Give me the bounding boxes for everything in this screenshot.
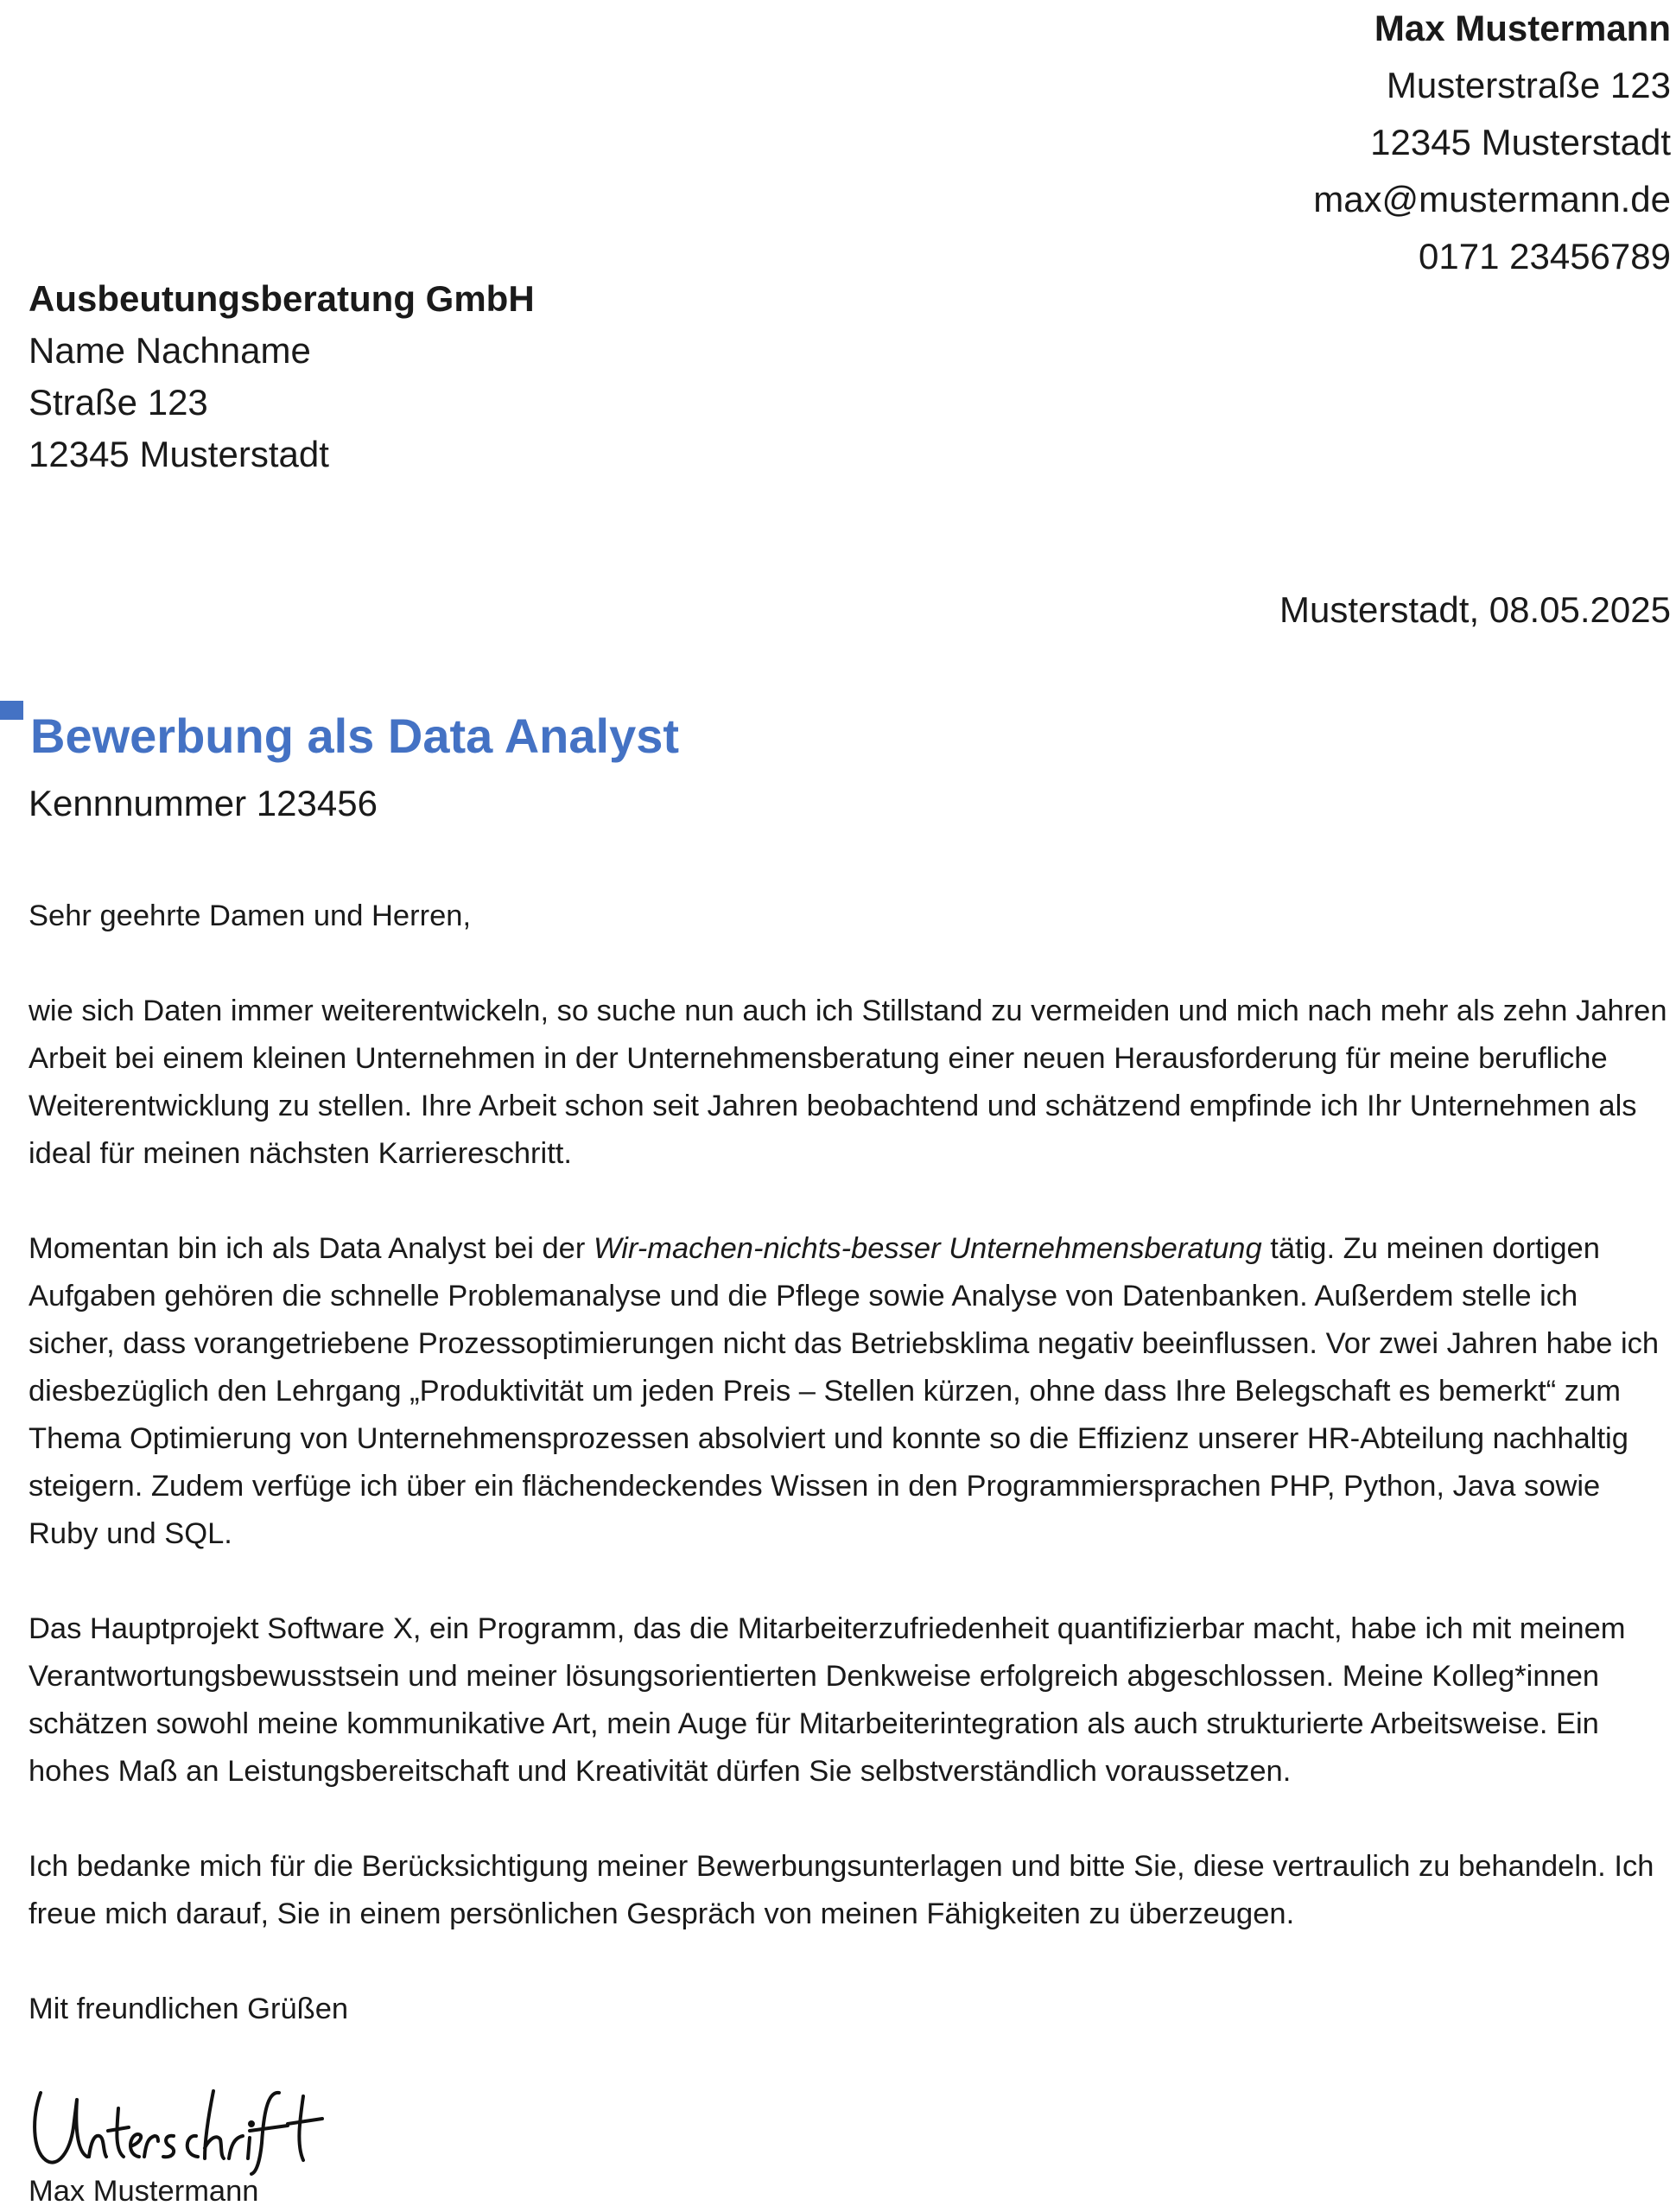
heading-marker [0,701,23,720]
reference-number: Kennnummer 123456 [29,783,378,823]
sender-email: max@mustermann.de [1313,179,1671,219]
handwritten-signature [29,2082,340,2177]
salutation: Sehr geehrte Damen und Herren, [29,899,472,932]
sender-name: Max Mustermann [1374,8,1671,48]
sender-street: Musterstraße 123 [1386,65,1671,105]
recipient-company: Ausbeutungsberatung GmbH [29,278,535,319]
paragraph-current-position-start: Momentan bin ich als Data Analyst bei der [29,1232,594,1265]
paragraph-intro: wie sich Daten immer weiterentwickeln, so suche nun auch ich Stillstand zu vermeiden und mich nach mehr als zehn Jahren Arbeit bei einem kleinen Unternehmen in der Unternehmensberatung einer neuen Herausforderung für meine berufliche Weiterentwicklung zu stellen. Ihre Arbeit schon seit Jahren beobachtend und schätzend empfinde ich Ihr Unternehmen als ideal für meinen nächsten Karriereschritt. [29,995,1667,1170]
paragraph-current-position [29,1225,1670,1558]
sender-city: 12345 Musterstadt [1370,122,1671,162]
paragraph-project: Das Hauptprojekt Software X, ein Programm, das die Mitarbeiterzufriedenheit quantifizierbar macht, habe ich mit meinem Verantwortungsbewusstsein und meiner lösungsorientierten Denkweise erfolgreich abgeschlossen. Meine Kolleg*innen schätzen sowohl meine kommunikative Art, mein Auge für Mitarbeiterintegration als auch strukturierte Arbeitsweise. Ein hohes Maß an Leistungsbereitschaft und Kreativität dürfen Sie selbstverständlich voraussetzen. [29,1612,1626,1788]
sender-block [1313,0,1671,285]
recipient-city: 12345 Musterstadt [29,434,329,474]
paragraph-current-position-end: tätig. Zu meinen dortigen Aufgaben gehören die schnelle Problemanalyse und die Pflege sowie Analyse von Datenbanken. Außerdem stelle ich sicher, dass vorangetriebene Prozessoptimierungen nicht das Betriebsklima negativ beeinflussen. Vor zwei Jahren habe ich diesbezüglich den Lehrgang „Produktivität um jeden Preis – Stellen kürzen, ohne dass Ihre Belegschaft es bemerkt“ zum Thema Optimierung von Unternehmensprozessen absolviert und konnte so die Effizienz unserer HR-Abteilung nachhaltig steigern. Zudem verfüge ich über ein flächendeckendes Wissen in den Programmiersprachen PHP, Python, Java sowie Ruby und SQL. [29,1232,1660,1550]
recipient-contact: Name Nachname [29,330,311,371]
recipient-street: Straße 123 [29,382,208,423]
paragraph-thanks: Ich bedanke mich für die Berücksichtigung meiner Bewerbungsunterlagen und bitte Sie, diese vertraulich zu behandeln. Ich freue mich darauf, Sie in einem persönlichen Gespräch von meinen Fähigkeiten zu überzeugen. [29,1850,1654,1930]
employer-name: Wir-machen-nichts-besser Unternehmensberatung [593,1232,1262,1265]
letter-date: Musterstadt, 08.05.2025 [1279,589,1671,630]
closing: Mit freundlichen Grüßen [29,1993,349,2025]
letter-body [29,893,1670,2033]
subject-heading: Bewerbung als Data Analyst [30,709,680,763]
recipient-block [29,273,535,480]
sender-phone: 0171 23456789 [1419,236,1671,276]
signer-name: Max Mustermann [29,2175,259,2208]
